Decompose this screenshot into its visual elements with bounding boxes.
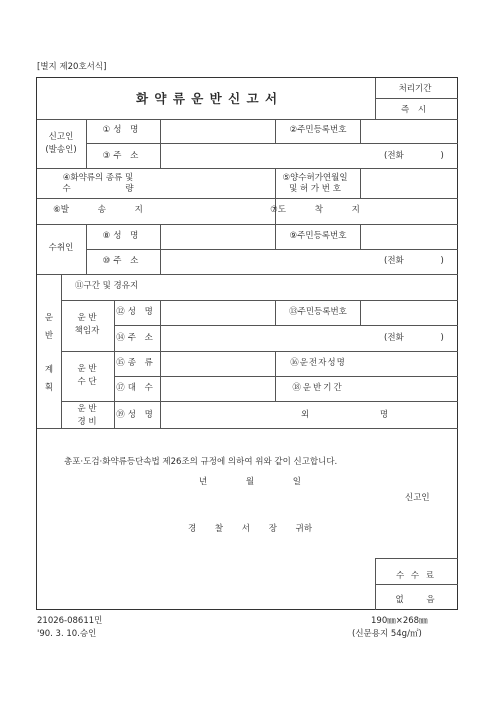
receiver-id-field[interactable] [361, 224, 457, 247]
vehicle-count-label: ⑰대 수 [116, 383, 156, 393]
divider [86, 224, 87, 274]
receiver-address-field[interactable] [161, 249, 381, 272]
approval-date: '90. 3. 10.승인 [37, 629, 97, 639]
manager-sublabel: 책임자 [74, 326, 100, 336]
receiver-name-label: ⑧성 명 [102, 231, 142, 241]
fee-label: 수 수 료 [395, 571, 435, 581]
receiver-name-field[interactable] [161, 224, 275, 247]
reporter-name-field[interactable] [161, 119, 275, 142]
reporter-signature-field[interactable] [320, 487, 400, 505]
permit-field[interactable] [361, 168, 457, 197]
divider [375, 558, 458, 559]
cost-name-label: ⑲성 명 [116, 410, 156, 420]
driver-name-field[interactable] [361, 351, 457, 374]
divider [114, 300, 115, 428]
divider [275, 119, 276, 143]
manager-name-field[interactable] [161, 300, 275, 323]
manager-address-label: ⑭주 소 [116, 333, 156, 343]
processing-period-value: 즉 시 [400, 105, 430, 115]
driver-name-label: ⑯운전자성명 [290, 358, 346, 368]
reporter-phone-label: (전화 ) [384, 151, 444, 161]
cost-label: 운 반 [77, 404, 97, 414]
statement-reporter: 신고인 [405, 493, 430, 503]
means-sublabel: 수 단 [77, 377, 97, 387]
statement-text: 총포·도검·화약류등단속법 제26조의 규정에 의하여 위와 같이 신고합니다. [64, 457, 338, 467]
cost-name-field[interactable] [161, 402, 301, 426]
vehicle-count-field[interactable] [161, 376, 275, 399]
divider [61, 274, 62, 428]
origin-label: ⑥발 송 지 [53, 205, 143, 215]
transport-period-field[interactable] [361, 376, 457, 399]
vehicle-type-field[interactable] [161, 351, 275, 374]
vehicle-type-label: ⑮종 류 [116, 358, 156, 368]
transport-period-label: ⑱운반기간 [292, 383, 344, 393]
form-number: [별지 제20호서식] [37, 62, 107, 72]
manager-label: 운 반 [77, 313, 97, 323]
divider [375, 558, 376, 610]
divider [275, 224, 276, 249]
explosive-type-field[interactable] [161, 168, 275, 197]
divider [275, 300, 276, 325]
permit-number-label: 및 허 가 번 호 [289, 184, 341, 194]
explosive-quantity-label: 수 량 [62, 184, 134, 194]
statement-date: 년 월 일 [198, 477, 302, 487]
section-field[interactable] [161, 274, 457, 298]
section-label: ⑪구간 및 경유지 [75, 281, 139, 291]
manager-id-field[interactable] [361, 300, 457, 323]
means-label: 운 반 [77, 364, 97, 374]
permit-date-label: ⑤양수허가연월일 [282, 173, 348, 183]
divider [375, 98, 458, 99]
cost-sublabel: 경 비 [77, 417, 97, 427]
destination-label: ⑦도 착 지 [270, 205, 360, 215]
receiver-id-label: ⑨주민등록번호 [289, 231, 347, 241]
divider [86, 119, 87, 168]
recipient-label: 경 찰 서 장 귀하 [187, 524, 313, 534]
manager-address-field[interactable] [161, 326, 381, 349]
reporter-group-sublabel: (발송인) [45, 145, 77, 155]
reporter-group-label: 신고인 [48, 132, 74, 142]
reporter-id-label: ②주민등록번호 [289, 125, 347, 135]
manager-id-label: ⑬주민등록번호 [289, 307, 347, 317]
explosive-type-label: ④화약류의 종류 및 [62, 173, 134, 183]
divider [375, 78, 376, 119]
reporter-id-field[interactable] [361, 119, 457, 142]
plan-side-label: 반 [44, 331, 54, 341]
form-title: 화 약 류 운 반 신 고 서 [135, 91, 279, 106]
receiver-group-label: 수취인 [48, 243, 74, 253]
reporter-address-field[interactable] [161, 144, 381, 168]
processing-period-label: 처리기간 [398, 84, 432, 94]
origin-field[interactable] [161, 198, 275, 222]
divider [275, 168, 276, 224]
plan-side-label: 획 [44, 383, 54, 393]
plan-side-label: 운 [44, 313, 54, 323]
fee-value: 없 음 [395, 595, 435, 605]
manager-name-label: ⑫성 명 [116, 307, 156, 317]
paper-size: 190㎜×268㎜ [371, 616, 428, 626]
divider [375, 584, 458, 585]
divider [37, 428, 458, 429]
plan-side-label: 계 [44, 365, 54, 375]
reporter-address-label: ③주 소 [102, 151, 142, 161]
receiver-phone-label: (전화 ) [384, 256, 444, 266]
cost-others-label: 외 명 [301, 410, 389, 420]
destination-field[interactable] [361, 198, 457, 222]
reporter-name-label: ①성 명 [102, 125, 142, 135]
paper-spec: (신문용지 54g/㎡) [352, 629, 422, 639]
receiver-address-label: ⑩주 소 [102, 256, 142, 266]
divider [275, 351, 276, 401]
form-code: 21026-08611민 [37, 616, 103, 626]
manager-phone-label: (전화 ) [384, 333, 444, 343]
